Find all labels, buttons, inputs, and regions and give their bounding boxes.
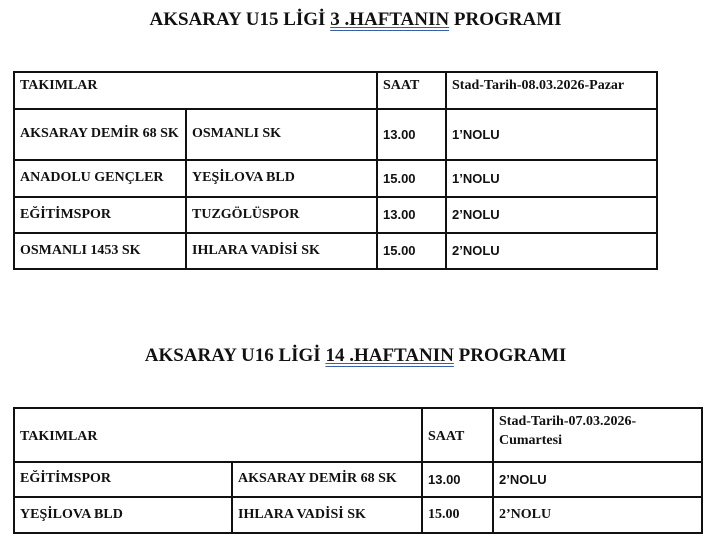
table-row bbox=[14, 497, 702, 533]
header-teams: TAKIMLAR bbox=[14, 72, 377, 109]
u15-title-suffix: PROGRAMI bbox=[449, 9, 562, 30]
u16-title bbox=[0, 345, 711, 367]
venue: 1’NOLU bbox=[446, 109, 657, 160]
away-team: OSMANLI SK bbox=[186, 109, 377, 160]
home-team: OSMANLI 1453 SK bbox=[14, 233, 186, 269]
u16-title-week: 14 .HAFTANIN bbox=[325, 345, 454, 366]
match-time: 13.00 bbox=[377, 197, 446, 233]
table-row bbox=[14, 197, 657, 233]
venue: 2’NOLU bbox=[446, 233, 657, 269]
away-team: AKSARAY DEMİR 68 SK bbox=[232, 462, 422, 497]
table-row bbox=[14, 160, 657, 197]
away-team: IHLARA VADİSİ SK bbox=[232, 497, 422, 533]
home-team: ANADOLU GENÇLER bbox=[14, 160, 186, 197]
table-header-row bbox=[14, 408, 702, 462]
venue: 1’NOLU bbox=[446, 160, 657, 197]
venue: 2’NOLU bbox=[493, 462, 702, 497]
u15-title-week: 3 .HAFTANIN bbox=[330, 9, 450, 30]
table-row bbox=[14, 462, 702, 497]
home-team: EĞİTİMSPOR bbox=[14, 462, 232, 497]
u15-schedule-table bbox=[13, 71, 658, 270]
header-time: SAAT bbox=[377, 72, 446, 109]
u16-title-suffix: PROGRAMI bbox=[453, 345, 567, 366]
match-time: 15.00 bbox=[377, 160, 446, 197]
match-time: 13.00 bbox=[422, 462, 493, 497]
table-row bbox=[14, 109, 657, 160]
venue: 2’NOLU bbox=[446, 197, 657, 233]
away-team: TUZGÖLÜSPOR bbox=[186, 197, 377, 233]
header-teams: TAKIMLAR bbox=[14, 408, 422, 462]
table-header-row bbox=[14, 72, 657, 109]
away-team: IHLARA VADİSİ SK bbox=[186, 233, 377, 269]
away-team: YEŞİLOVA BLD bbox=[186, 160, 377, 197]
match-time: 15.00 bbox=[422, 497, 493, 533]
u15-title-prefix: AKSARAY U15 LİGİ bbox=[149, 9, 331, 30]
header-venue-date: Stad-Tarih-08.03.2026-Pazar bbox=[446, 72, 657, 109]
u16-title-prefix: AKSARAY U16 LİGİ bbox=[144, 345, 326, 366]
header-time: SAAT bbox=[422, 408, 493, 462]
home-team: AKSARAY DEMİR 68 SK bbox=[14, 109, 186, 160]
table-row bbox=[14, 233, 657, 269]
venue: 2’NOLU bbox=[493, 497, 702, 533]
u16-schedule-table bbox=[13, 407, 703, 534]
header-venue-date: Stad-Tarih-07.03.2026-Cumartesi bbox=[493, 408, 702, 462]
home-team: YEŞİLOVA BLD bbox=[14, 497, 232, 533]
home-team: EĞİTİMSPOR bbox=[14, 197, 186, 233]
match-time: 13.00 bbox=[377, 109, 446, 160]
match-time: 15.00 bbox=[377, 233, 446, 269]
u15-title bbox=[0, 9, 711, 31]
